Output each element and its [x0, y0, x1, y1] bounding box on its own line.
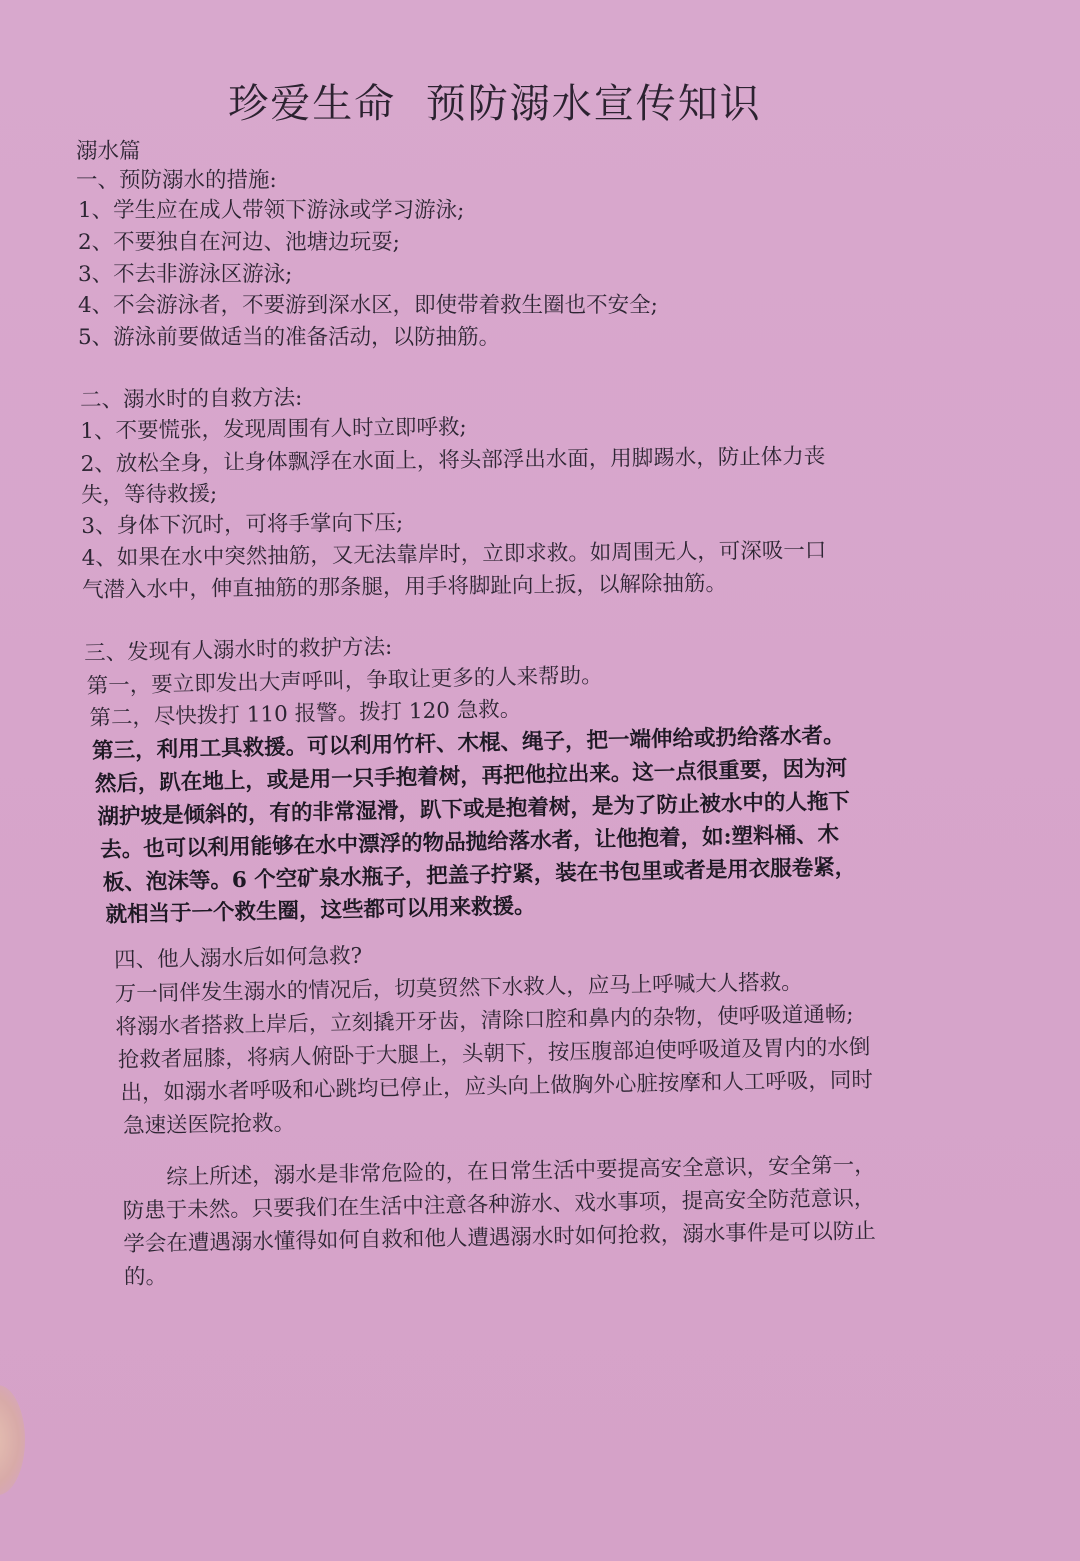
- section3-line: 湖护坡是倾斜的，有的非常湿滑，趴下或是抱着树，是为了防止被水中的人拖下: [97, 789, 851, 830]
- section2-line: 2、放松全身，让身体飘浮在水面上，将头部浮出水面，用脚踢水，防止体力丧: [80, 444, 826, 477]
- section2-line: 1、不要慌张，发现周围有人时立即呼救;: [80, 414, 467, 444]
- section1-item: 1、学生应在成人带领下游泳或学习游泳;: [78, 198, 465, 223]
- section3-line: 第三，利用工具救援。可以利用竹杆、木棍、绳子，把一端伸给或扔给落水者。: [91, 723, 845, 764]
- section2-heading: 二、溺水时的自救方法:: [79, 385, 303, 413]
- section2-line: 4、如果在水中突然抽筋，又无法靠岸时，立即求救。如周围无人，可深吸一口: [81, 538, 827, 571]
- section3-line: 去。也可以利用能够在水中漂浮的物品抛给落水者，让他抱着，如:塑料桶、木: [99, 822, 840, 863]
- section1-item: 5、游泳前要做适当的准备活动，以防抽筋。: [78, 325, 501, 350]
- section3-heading: 三、发现有人溺水时的救护方法:: [83, 634, 393, 667]
- section1-item: 4、不会游泳者，不要游到深水区，即使带着救生圈也不安全;: [78, 293, 658, 318]
- section4-line: 抢救者屈膝，将病人俯卧于大腿上，头朝下，按压腹部迫使呼吸道及胃内的水倒: [117, 1034, 871, 1073]
- conclusion-line: 防患于未然。只要我们在生活中注意各种游水、戏水事项，提高安全防范意识，: [122, 1185, 876, 1224]
- section4-line: 将溺水者搭救上岸后，立刻撬开牙齿，清除口腔和鼻内的杂物，使呼吸道通畅;: [115, 1002, 854, 1041]
- section1-item: 2、不要独自在河边、池塘边玩耍;: [78, 230, 400, 255]
- section1-heading: 一、预防溺水的措施:: [76, 168, 277, 193]
- section4-heading: 四、他人溺水后如何急救?: [113, 943, 363, 974]
- section3-line: 板、泡沫等。6 个空矿泉水瓶子，把盖子拧紧，装在书包里或者是用衣服卷紧，: [102, 855, 857, 896]
- finger-shadow: [0, 1385, 25, 1495]
- section2-line: 气潜入水中，伸直抽筋的那条腿，用手将脚趾向上扳，以解除抽筋。: [81, 571, 728, 603]
- section3-line: 第一，要立即发出大声呼叫，争取让更多的人来帮助。: [86, 663, 603, 700]
- conclusion-line: 综上所述，溺水是非常危险的，在日常生活中要提高安全意识，安全第一，: [166, 1152, 876, 1191]
- section4-line: 万一同伴发生溺水的情况后，切莫贸然下水救人，应马上呼喊大人搭救。: [114, 970, 803, 1008]
- section2-line: 3、身体下沉时，可将手掌向下压;: [81, 510, 404, 539]
- section1-item: 3、不去非游泳区游泳;: [78, 262, 293, 287]
- section2-line: 失，等待救援;: [80, 481, 218, 508]
- page-title: 珍爱生命 预防溺水宣传知识: [228, 81, 762, 127]
- section3-line: 然后，趴在地上，或是用一只手抱着树，再把他拉出来。这一点很重要，因为河: [94, 756, 848, 797]
- conclusion-line: 的。: [123, 1264, 168, 1290]
- subtitle: 溺水篇: [76, 139, 141, 164]
- section3-line: 第二，尽快拨打 110 报警。拨打 120 急救。: [89, 696, 522, 732]
- section4-line: 急速送医院抢救。: [122, 1110, 296, 1139]
- section4-line: 出，如溺水者呼吸和心跳均已停止，应头向上做胸外心脏按摩和人工呼吸，同时: [120, 1067, 874, 1106]
- conclusion-line: 学会在遭遇溺水懂得如何自救和他人遭遇溺水时如何抢救，溺水事件是可以防止: [123, 1218, 877, 1257]
- section3-line: 就相当于一个救生圈，这些都可以用来救援。: [105, 893, 536, 928]
